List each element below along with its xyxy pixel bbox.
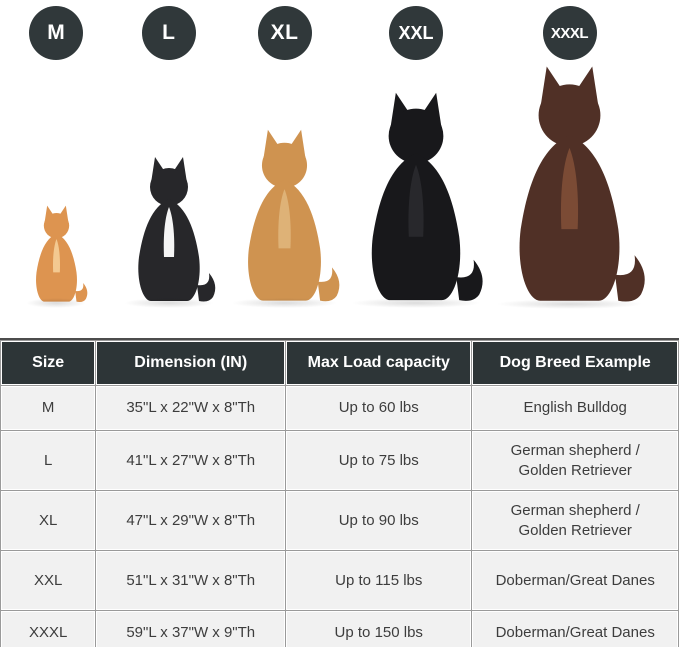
size-badge-l: L: [142, 6, 196, 60]
column-header-size: Size: [1, 341, 95, 385]
column-header-breed: Dog Breed Example: [472, 341, 678, 385]
size-column-l: [113, 6, 226, 338]
golden-retriever-dog-icon: [225, 125, 344, 303]
size-badge-xl: XL: [258, 6, 312, 60]
cell-breed: German shepherd / Golden Retriever: [472, 431, 678, 490]
dog-shadow: [496, 299, 643, 309]
size-badge-xxl: XXL: [389, 6, 443, 60]
cell-size: L: [1, 431, 95, 490]
dog-shadow: [124, 298, 214, 308]
cell-size: M: [1, 386, 95, 430]
table-row-l: [1, 431, 678, 490]
table-row-xl: [1, 491, 678, 550]
cell-breed: English Bulldog: [472, 386, 678, 430]
cell-load: Up to 115 lbs: [286, 551, 471, 610]
cell-breed: Doberman/Great Danes: [472, 551, 678, 610]
border-collie-dog-icon: [119, 153, 219, 303]
great-dane-dog-icon: [344, 87, 488, 303]
cell-dimension: 59"L x 37"W x 9"Th: [96, 611, 285, 647]
cell-size: XL: [1, 491, 95, 550]
cell-load: Up to 150 lbs: [286, 611, 471, 647]
cell-dimension: 47"L x 29"W x 8"Th: [96, 491, 285, 550]
cell-load: Up to 90 lbs: [286, 491, 471, 550]
size-column-xxl: [344, 6, 488, 338]
cell-breed: Doberman/Great Danes: [472, 611, 678, 647]
column-header-load: Max Load capacity: [286, 341, 471, 385]
size-column-xl: [225, 6, 344, 338]
table-row-xxxl: [1, 611, 678, 647]
dog-image-xl: [225, 125, 344, 308]
cell-load: Up to 60 lbs: [286, 386, 471, 430]
dog-shadow: [231, 298, 338, 308]
dog-shadow: [351, 298, 481, 308]
table-header-row: [1, 341, 678, 385]
dog-image-l: [119, 153, 219, 308]
cell-size: XXXL: [1, 611, 95, 647]
cell-breed: German shepherd / Golden Retriever: [472, 491, 678, 550]
dog-image-xxxl: [488, 60, 651, 309]
dog-shadow: [26, 298, 86, 308]
size-spec-table: [0, 338, 679, 647]
size-column-xxxl: [488, 6, 651, 338]
cell-size: XXL: [1, 551, 95, 610]
cell-dimension: 35"L x 22"W x 8"Th: [96, 386, 285, 430]
cell-load: Up to 75 lbs: [286, 431, 471, 490]
pomeranian-dog-icon: [23, 203, 90, 303]
table-row-m: [1, 386, 678, 430]
dog-image-m: [23, 203, 90, 308]
size-badge-xxxl: XXXL: [543, 6, 597, 60]
dog-image-xxl: [344, 87, 488, 308]
size-badge-m: M: [29, 6, 83, 60]
table-row-xxl: [1, 551, 678, 610]
size-column-m: [0, 6, 113, 338]
doberman-dog-icon: [488, 60, 651, 304]
cell-dimension: 41"L x 27"W x 8"Th: [96, 431, 285, 490]
cell-dimension: 51"L x 31"W x 8"Th: [96, 551, 285, 610]
column-header-dimension: Dimension (IN): [96, 341, 285, 385]
